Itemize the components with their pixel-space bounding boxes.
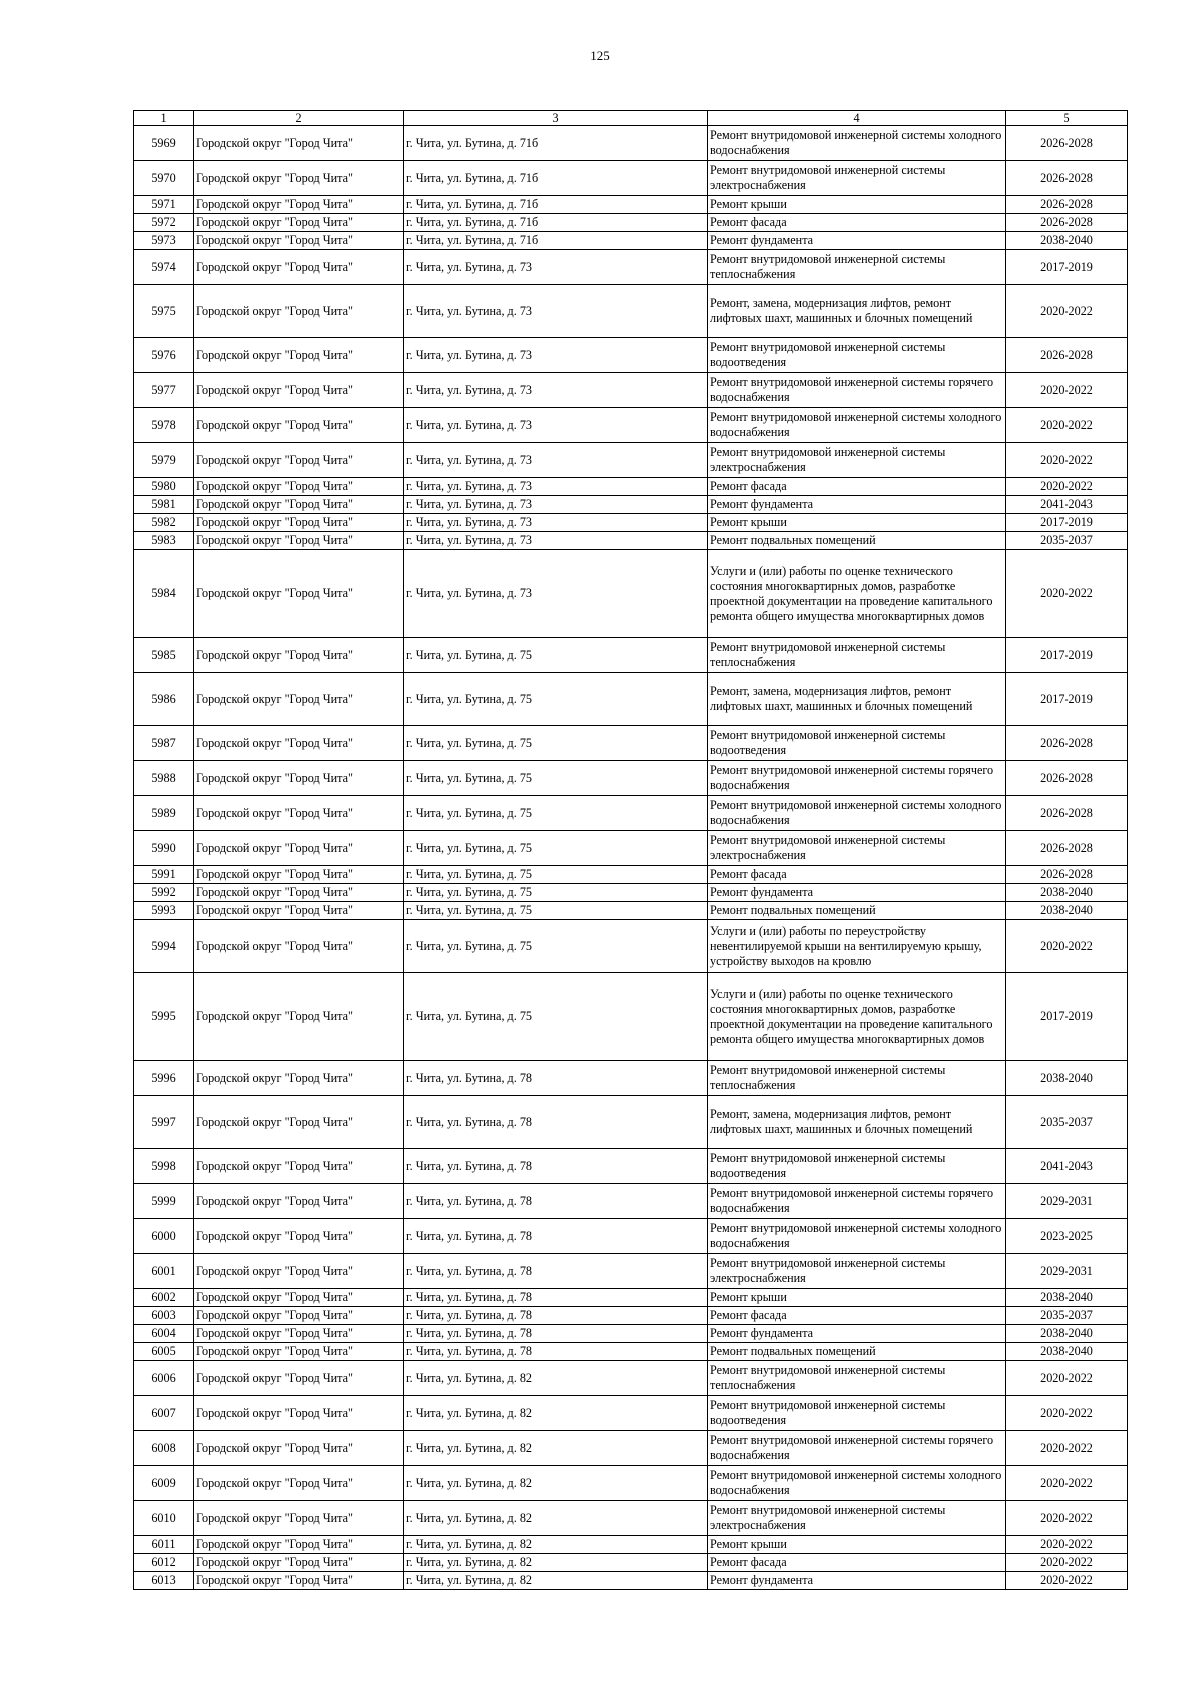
work-type-cell: Ремонт внутридомовой инженерной системы теплоснабжения bbox=[708, 1061, 1006, 1096]
municipality-cell: Городской округ "Город Чита" bbox=[194, 1361, 404, 1396]
table-row bbox=[134, 673, 1128, 726]
address-cell: г. Чита, ул. Бутина, д. 71б bbox=[404, 214, 708, 232]
municipality-cell: Городской округ "Город Чита" bbox=[194, 1325, 404, 1343]
municipality-cell: Городской округ "Город Чита" bbox=[194, 1254, 404, 1289]
row-number-cell: 6012 bbox=[134, 1554, 194, 1572]
municipality-cell: Городской округ "Город Чита" bbox=[194, 673, 404, 726]
address-cell: г. Чита, ул. Бутина, д. 75 bbox=[404, 831, 708, 866]
work-type-cell: Услуги и (или) работы по переустройству невентилируемой крыши на вентилируемую крышу, устройству выходов на кровлю bbox=[708, 920, 1006, 973]
table-row bbox=[134, 285, 1128, 338]
table-row bbox=[134, 1307, 1128, 1325]
municipality-cell: Городской округ "Город Чита" bbox=[194, 443, 404, 478]
row-number-cell: 5996 bbox=[134, 1061, 194, 1096]
municipality-cell: Городской округ "Город Чита" bbox=[194, 1289, 404, 1307]
period-cell: 2020-2022 bbox=[1006, 1431, 1128, 1466]
table-row bbox=[134, 1466, 1128, 1501]
period-cell: 2020-2022 bbox=[1006, 1361, 1128, 1396]
work-type-cell: Ремонт внутридомовой инженерной системы холодного водоснабжения bbox=[708, 408, 1006, 443]
address-cell: г. Чита, ул. Бутина, д. 73 bbox=[404, 250, 708, 285]
period-cell: 2038-2040 bbox=[1006, 1061, 1128, 1096]
table-row bbox=[134, 478, 1128, 496]
row-number-cell: 6009 bbox=[134, 1466, 194, 1501]
municipality-cell: Городской округ "Город Чита" bbox=[194, 514, 404, 532]
address-cell: г. Чита, ул. Бутина, д. 78 bbox=[404, 1219, 708, 1254]
address-cell: г. Чита, ул. Бутина, д. 75 bbox=[404, 673, 708, 726]
work-type-cell: Ремонт внутридомовой инженерной системы горячего водоснабжения bbox=[708, 761, 1006, 796]
period-cell: 2038-2040 bbox=[1006, 1289, 1128, 1307]
address-cell: г. Чита, ул. Бутина, д. 75 bbox=[404, 726, 708, 761]
period-cell: 2017-2019 bbox=[1006, 673, 1128, 726]
row-number-cell: 5999 bbox=[134, 1184, 194, 1219]
row-number-cell: 5977 bbox=[134, 373, 194, 408]
address-cell: г. Чита, ул. Бутина, д. 71б bbox=[404, 196, 708, 214]
table-row bbox=[134, 338, 1128, 373]
work-type-cell: Ремонт внутридомовой инженерной системы водоотведения bbox=[708, 1149, 1006, 1184]
municipality-cell: Городской округ "Город Чита" bbox=[194, 373, 404, 408]
work-type-cell: Ремонт подвальных помещений bbox=[708, 902, 1006, 920]
table-row bbox=[134, 831, 1128, 866]
table-row bbox=[134, 638, 1128, 673]
municipality-cell: Городской округ "Город Чита" bbox=[194, 796, 404, 831]
municipality-cell: Городской округ "Город Чита" bbox=[194, 831, 404, 866]
address-cell: г. Чита, ул. Бутина, д. 75 bbox=[404, 902, 708, 920]
row-number-cell: 5995 bbox=[134, 973, 194, 1061]
period-cell: 2026-2028 bbox=[1006, 338, 1128, 373]
table-row bbox=[134, 1219, 1128, 1254]
row-number-cell: 5993 bbox=[134, 902, 194, 920]
address-cell: г. Чита, ул. Бутина, д. 75 bbox=[404, 761, 708, 796]
period-cell: 2026-2028 bbox=[1006, 126, 1128, 161]
row-number-cell: 6002 bbox=[134, 1289, 194, 1307]
address-cell: г. Чита, ул. Бутина, д. 82 bbox=[404, 1396, 708, 1431]
work-type-cell: Ремонт внутридомовой инженерной системы горячего водоснабжения bbox=[708, 373, 1006, 408]
period-cell: 2026-2028 bbox=[1006, 161, 1128, 196]
row-number-cell: 6006 bbox=[134, 1361, 194, 1396]
row-number-cell: 6011 bbox=[134, 1536, 194, 1554]
period-cell: 2020-2022 bbox=[1006, 373, 1128, 408]
table-row bbox=[134, 443, 1128, 478]
period-cell: 2020-2022 bbox=[1006, 1396, 1128, 1431]
period-cell: 2026-2028 bbox=[1006, 761, 1128, 796]
address-cell: г. Чита, ул. Бутина, д. 82 bbox=[404, 1431, 708, 1466]
table-row bbox=[134, 920, 1128, 973]
municipality-cell: Городской округ "Город Чита" bbox=[194, 1572, 404, 1590]
row-number-cell: 5975 bbox=[134, 285, 194, 338]
work-type-cell: Ремонт внутридомовой инженерной системы водоотведения bbox=[708, 726, 1006, 761]
period-cell: 2026-2028 bbox=[1006, 196, 1128, 214]
work-type-cell: Ремонт внутридомовой инженерной системы теплоснабжения bbox=[708, 250, 1006, 285]
table-row bbox=[134, 973, 1128, 1061]
work-type-cell: Ремонт подвальных помещений bbox=[708, 1343, 1006, 1361]
table-row bbox=[134, 796, 1128, 831]
address-cell: г. Чита, ул. Бутина, д. 75 bbox=[404, 796, 708, 831]
work-type-cell: Ремонт внутридомовой инженерной системы водоотведения bbox=[708, 338, 1006, 373]
table-row bbox=[134, 1184, 1128, 1219]
address-cell: г. Чита, ул. Бутина, д. 73 bbox=[404, 338, 708, 373]
period-cell: 2029-2031 bbox=[1006, 1184, 1128, 1219]
period-cell: 2020-2022 bbox=[1006, 1536, 1128, 1554]
period-cell: 2020-2022 bbox=[1006, 443, 1128, 478]
period-cell: 2038-2040 bbox=[1006, 232, 1128, 250]
row-number-cell: 5971 bbox=[134, 196, 194, 214]
address-cell: г. Чита, ул. Бутина, д. 78 bbox=[404, 1061, 708, 1096]
period-cell: 2020-2022 bbox=[1006, 1466, 1128, 1501]
table-row bbox=[134, 161, 1128, 196]
municipality-cell: Городской округ "Город Чита" bbox=[194, 884, 404, 902]
municipality-cell: Городской округ "Город Чита" bbox=[194, 1466, 404, 1501]
work-type-cell: Ремонт внутридомовой инженерной системы электроснабжения bbox=[708, 1254, 1006, 1289]
municipality-cell: Городской округ "Город Чита" bbox=[194, 478, 404, 496]
table-row bbox=[134, 1096, 1128, 1149]
address-cell: г. Чита, ул. Бутина, д. 78 bbox=[404, 1149, 708, 1184]
work-type-cell: Ремонт внутридомовой инженерной системы электроснабжения bbox=[708, 161, 1006, 196]
table-row bbox=[134, 126, 1128, 161]
work-type-cell: Ремонт, замена, модернизация лифтов, ремонт лифтовых шахт, машинных и блочных помещений bbox=[708, 1096, 1006, 1149]
municipality-cell: Городской округ "Город Чита" bbox=[194, 550, 404, 638]
work-type-cell: Ремонт крыши bbox=[708, 1289, 1006, 1307]
municipality-cell: Городской округ "Город Чита" bbox=[194, 161, 404, 196]
row-number-cell: 5979 bbox=[134, 443, 194, 478]
period-cell: 2026-2028 bbox=[1006, 726, 1128, 761]
row-number-cell: 6001 bbox=[134, 1254, 194, 1289]
work-type-cell: Ремонт крыши bbox=[708, 196, 1006, 214]
work-type-cell: Ремонт фундамента bbox=[708, 232, 1006, 250]
table-row bbox=[134, 214, 1128, 232]
work-type-cell: Ремонт внутридомовой инженерной системы электроснабжения bbox=[708, 443, 1006, 478]
row-number-cell: 6013 bbox=[134, 1572, 194, 1590]
row-number-cell: 5981 bbox=[134, 496, 194, 514]
municipality-cell: Городской округ "Город Чита" bbox=[194, 126, 404, 161]
table-row bbox=[134, 1325, 1128, 1343]
table-row bbox=[134, 250, 1128, 285]
table-row bbox=[134, 726, 1128, 761]
work-type-cell: Ремонт фасада bbox=[708, 1307, 1006, 1325]
address-cell: г. Чита, ул. Бутина, д. 82 bbox=[404, 1572, 708, 1590]
row-number-cell: 6008 bbox=[134, 1431, 194, 1466]
work-type-cell: Ремонт подвальных помещений bbox=[708, 532, 1006, 550]
work-type-cell: Ремонт внутридомовой инженерной системы горячего водоснабжения bbox=[708, 1431, 1006, 1466]
work-type-cell: Ремонт фасада bbox=[708, 214, 1006, 232]
row-number-cell: 5986 bbox=[134, 673, 194, 726]
period-cell: 2017-2019 bbox=[1006, 973, 1128, 1061]
period-cell: 2026-2028 bbox=[1006, 831, 1128, 866]
address-cell: г. Чита, ул. Бутина, д. 82 bbox=[404, 1554, 708, 1572]
municipality-cell: Городской округ "Город Чита" bbox=[194, 285, 404, 338]
municipality-cell: Городской округ "Город Чита" bbox=[194, 1219, 404, 1254]
municipality-cell: Городской округ "Город Чита" bbox=[194, 532, 404, 550]
period-cell: 2020-2022 bbox=[1006, 408, 1128, 443]
address-cell: г. Чита, ул. Бутина, д. 73 bbox=[404, 285, 708, 338]
row-number-cell: 6005 bbox=[134, 1343, 194, 1361]
period-cell: 2023-2025 bbox=[1006, 1219, 1128, 1254]
table-body bbox=[134, 126, 1128, 1590]
table-row bbox=[134, 884, 1128, 902]
municipality-cell: Городской округ "Город Чита" bbox=[194, 761, 404, 796]
period-cell: 2029-2031 bbox=[1006, 1254, 1128, 1289]
municipality-cell: Городской округ "Город Чита" bbox=[194, 1343, 404, 1361]
table-row bbox=[134, 866, 1128, 884]
address-cell: г. Чита, ул. Бутина, д. 75 bbox=[404, 866, 708, 884]
address-cell: г. Чита, ул. Бутина, д. 75 bbox=[404, 884, 708, 902]
municipality-cell: Городской округ "Город Чита" bbox=[194, 250, 404, 285]
row-number-cell: 6010 bbox=[134, 1501, 194, 1536]
work-type-cell: Ремонт внутридомовой инженерной системы холодного водоснабжения bbox=[708, 796, 1006, 831]
municipality-cell: Городской округ "Город Чита" bbox=[194, 638, 404, 673]
address-cell: г. Чита, ул. Бутина, д. 78 bbox=[404, 1289, 708, 1307]
address-cell: г. Чита, ул. Бутина, д. 78 bbox=[404, 1184, 708, 1219]
municipality-cell: Городской округ "Город Чита" bbox=[194, 1061, 404, 1096]
table-row bbox=[134, 902, 1128, 920]
row-number-cell: 5983 bbox=[134, 532, 194, 550]
period-cell: 2020-2022 bbox=[1006, 1501, 1128, 1536]
address-cell: г. Чита, ул. Бутина, д. 78 bbox=[404, 1096, 708, 1149]
work-type-cell: Ремонт внутридомовой инженерной системы теплоснабжения bbox=[708, 638, 1006, 673]
municipality-cell: Городской округ "Город Чита" bbox=[194, 214, 404, 232]
row-number-cell: 5980 bbox=[134, 478, 194, 496]
work-type-cell: Ремонт фундамента bbox=[708, 1325, 1006, 1343]
row-number-cell: 5978 bbox=[134, 408, 194, 443]
municipality-cell: Городской округ "Город Чита" bbox=[194, 1149, 404, 1184]
work-type-cell: Ремонт, замена, модернизация лифтов, ремонт лифтовых шахт, машинных и блочных помещений bbox=[708, 673, 1006, 726]
period-cell: 2041-2043 bbox=[1006, 1149, 1128, 1184]
address-cell: г. Чита, ул. Бутина, д. 78 bbox=[404, 1325, 708, 1343]
table-row bbox=[134, 1396, 1128, 1431]
work-type-cell: Ремонт фундамента bbox=[708, 1572, 1006, 1590]
work-type-cell: Ремонт фасада bbox=[708, 866, 1006, 884]
work-type-cell: Услуги и (или) работы по оценке технического состояния многоквартирных домов, разработке проектной документации на проведение капитального ремонта общего имущества многоквартирных домов bbox=[708, 550, 1006, 638]
municipality-cell: Городской округ "Город Чита" bbox=[194, 1431, 404, 1466]
header-row bbox=[134, 111, 1128, 126]
address-cell: г. Чита, ул. Бутина, д. 71б bbox=[404, 161, 708, 196]
table-row bbox=[134, 514, 1128, 532]
row-number-cell: 5987 bbox=[134, 726, 194, 761]
address-cell: г. Чита, ул. Бутина, д. 73 bbox=[404, 478, 708, 496]
address-cell: г. Чита, ул. Бутина, д. 73 bbox=[404, 550, 708, 638]
address-cell: г. Чита, ул. Бутина, д. 73 bbox=[404, 532, 708, 550]
work-type-cell: Ремонт внутридомовой инженерной системы теплоснабжения bbox=[708, 1361, 1006, 1396]
municipality-cell: Городской округ "Город Чита" bbox=[194, 920, 404, 973]
address-cell: г. Чита, ул. Бутина, д. 73 bbox=[404, 496, 708, 514]
row-number-cell: 5992 bbox=[134, 884, 194, 902]
table-row bbox=[134, 1536, 1128, 1554]
row-number-cell: 5973 bbox=[134, 232, 194, 250]
row-number-cell: 5970 bbox=[134, 161, 194, 196]
municipality-cell: Городской округ "Город Чита" bbox=[194, 902, 404, 920]
work-type-cell: Ремонт крыши bbox=[708, 1536, 1006, 1554]
work-type-cell: Ремонт внутридомовой инженерной системы холодного водоснабжения bbox=[708, 1219, 1006, 1254]
work-type-cell: Ремонт фасада bbox=[708, 478, 1006, 496]
table-row bbox=[134, 761, 1128, 796]
table-row bbox=[134, 1431, 1128, 1466]
municipality-cell: Городской округ "Город Чита" bbox=[194, 866, 404, 884]
period-cell: 2038-2040 bbox=[1006, 884, 1128, 902]
table-row bbox=[134, 1572, 1128, 1590]
period-cell: 2020-2022 bbox=[1006, 285, 1128, 338]
row-number-cell: 5988 bbox=[134, 761, 194, 796]
row-number-cell: 5982 bbox=[134, 514, 194, 532]
row-number-cell: 5974 bbox=[134, 250, 194, 285]
address-cell: г. Чита, ул. Бутина, д. 82 bbox=[404, 1361, 708, 1396]
period-cell: 2020-2022 bbox=[1006, 920, 1128, 973]
address-cell: г. Чита, ул. Бутина, д. 78 bbox=[404, 1343, 708, 1361]
table-row bbox=[134, 373, 1128, 408]
municipality-cell: Городской округ "Город Чита" bbox=[194, 1396, 404, 1431]
period-cell: 2026-2028 bbox=[1006, 866, 1128, 884]
period-cell: 2038-2040 bbox=[1006, 902, 1128, 920]
work-type-cell: Ремонт фасада bbox=[708, 1554, 1006, 1572]
address-cell: г. Чита, ул. Бутина, д. 78 bbox=[404, 1254, 708, 1289]
address-cell: г. Чита, ул. Бутина, д. 73 bbox=[404, 443, 708, 478]
work-type-cell: Ремонт внутридомовой инженерной системы холодного водоснабжения bbox=[708, 126, 1006, 161]
address-cell: г. Чита, ул. Бутина, д. 75 bbox=[404, 973, 708, 1061]
period-cell: 2038-2040 bbox=[1006, 1343, 1128, 1361]
municipality-cell: Городской округ "Город Чита" bbox=[194, 973, 404, 1061]
period-cell: 2017-2019 bbox=[1006, 638, 1128, 673]
work-type-cell: Ремонт внутридомовой инженерной системы электроснабжения bbox=[708, 1501, 1006, 1536]
period-cell: 2017-2019 bbox=[1006, 250, 1128, 285]
row-number-cell: 5969 bbox=[134, 126, 194, 161]
row-number-cell: 5997 bbox=[134, 1096, 194, 1149]
period-cell: 2017-2019 bbox=[1006, 514, 1128, 532]
municipality-cell: Городской округ "Город Чита" bbox=[194, 1096, 404, 1149]
table-row bbox=[134, 196, 1128, 214]
period-cell: 2026-2028 bbox=[1006, 214, 1128, 232]
header-col-1: 1 bbox=[134, 111, 194, 126]
row-number-cell: 5989 bbox=[134, 796, 194, 831]
period-cell: 2035-2037 bbox=[1006, 1307, 1128, 1325]
row-number-cell: 6004 bbox=[134, 1325, 194, 1343]
table-header bbox=[134, 111, 1128, 126]
address-cell: г. Чита, ул. Бутина, д. 75 bbox=[404, 920, 708, 973]
period-cell: 2020-2022 bbox=[1006, 550, 1128, 638]
period-cell: 2035-2037 bbox=[1006, 532, 1128, 550]
address-cell: г. Чита, ул. Бутина, д. 82 bbox=[404, 1536, 708, 1554]
work-type-cell: Ремонт внутридомовой инженерной системы холодного водоснабжения bbox=[708, 1466, 1006, 1501]
row-number-cell: 5984 bbox=[134, 550, 194, 638]
row-number-cell: 5972 bbox=[134, 214, 194, 232]
table-row bbox=[134, 550, 1128, 638]
municipality-cell: Городской округ "Город Чита" bbox=[194, 1554, 404, 1572]
work-type-cell: Ремонт внутридомовой инженерной системы горячего водоснабжения bbox=[708, 1184, 1006, 1219]
table-row bbox=[134, 1061, 1128, 1096]
municipality-cell: Городской округ "Город Чита" bbox=[194, 726, 404, 761]
address-cell: г. Чита, ул. Бутина, д. 75 bbox=[404, 638, 708, 673]
table-row bbox=[134, 1343, 1128, 1361]
municipality-cell: Городской округ "Город Чита" bbox=[194, 408, 404, 443]
municipality-cell: Городской округ "Город Чита" bbox=[194, 1307, 404, 1325]
table-row bbox=[134, 532, 1128, 550]
period-cell: 2020-2022 bbox=[1006, 1554, 1128, 1572]
municipality-cell: Городской округ "Город Чита" bbox=[194, 1501, 404, 1536]
table-row bbox=[134, 496, 1128, 514]
address-cell: г. Чита, ул. Бутина, д. 82 bbox=[404, 1466, 708, 1501]
table-row bbox=[134, 1361, 1128, 1396]
period-cell: 2020-2022 bbox=[1006, 1572, 1128, 1590]
repair-schedule-table bbox=[133, 110, 1128, 1590]
municipality-cell: Городской округ "Город Чита" bbox=[194, 1536, 404, 1554]
row-number-cell: 5985 bbox=[134, 638, 194, 673]
row-number-cell: 5990 bbox=[134, 831, 194, 866]
table-row bbox=[134, 1149, 1128, 1184]
period-cell: 2035-2037 bbox=[1006, 1096, 1128, 1149]
address-cell: г. Чита, ул. Бутина, д. 73 bbox=[404, 408, 708, 443]
address-cell: г. Чита, ул. Бутина, д. 71б bbox=[404, 232, 708, 250]
table-row bbox=[134, 1289, 1128, 1307]
work-type-cell: Ремонт крыши bbox=[708, 514, 1006, 532]
row-number-cell: 5998 bbox=[134, 1149, 194, 1184]
address-cell: г. Чита, ул. Бутина, д. 78 bbox=[404, 1307, 708, 1325]
page-number: 125 bbox=[590, 48, 610, 63]
municipality-cell: Городской округ "Город Чита" bbox=[194, 196, 404, 214]
address-cell: г. Чита, ул. Бутина, д. 73 bbox=[404, 373, 708, 408]
work-type-cell: Ремонт внутридомовой инженерной системы водоотведения bbox=[708, 1396, 1006, 1431]
row-number-cell: 5976 bbox=[134, 338, 194, 373]
address-cell: г. Чита, ул. Бутина, д. 71б bbox=[404, 126, 708, 161]
row-number-cell: 6007 bbox=[134, 1396, 194, 1431]
municipality-cell: Городской округ "Город Чита" bbox=[194, 1184, 404, 1219]
work-type-cell: Ремонт фундамента bbox=[708, 496, 1006, 514]
row-number-cell: 6000 bbox=[134, 1219, 194, 1254]
municipality-cell: Городской округ "Город Чита" bbox=[194, 232, 404, 250]
table-row bbox=[134, 1501, 1128, 1536]
work-type-cell: Услуги и (или) работы по оценке технического состояния многоквартирных домов, разработке проектной документации на проведение капитального ремонта общего имущества многоквартирных домов bbox=[708, 973, 1006, 1061]
work-type-cell: Ремонт внутридомовой инженерной системы электроснабжения bbox=[708, 831, 1006, 866]
period-cell: 2038-2040 bbox=[1006, 1325, 1128, 1343]
table-row bbox=[134, 1554, 1128, 1572]
municipality-cell: Городской округ "Город Чита" bbox=[194, 496, 404, 514]
table-row bbox=[134, 232, 1128, 250]
work-type-cell: Ремонт фундамента bbox=[708, 884, 1006, 902]
municipality-cell: Городской округ "Город Чита" bbox=[194, 338, 404, 373]
header-col-3: 3 bbox=[404, 111, 708, 126]
period-cell: 2041-2043 bbox=[1006, 496, 1128, 514]
header-col-5: 5 bbox=[1006, 111, 1128, 126]
header-col-4: 4 bbox=[708, 111, 1006, 126]
address-cell: г. Чита, ул. Бутина, д. 82 bbox=[404, 1501, 708, 1536]
row-number-cell: 5994 bbox=[134, 920, 194, 973]
table-row bbox=[134, 408, 1128, 443]
period-cell: 2026-2028 bbox=[1006, 796, 1128, 831]
header-col-2: 2 bbox=[194, 111, 404, 126]
row-number-cell: 6003 bbox=[134, 1307, 194, 1325]
work-type-cell: Ремонт, замена, модернизация лифтов, ремонт лифтовых шахт, машинных и блочных помещений bbox=[708, 285, 1006, 338]
row-number-cell: 5991 bbox=[134, 866, 194, 884]
address-cell: г. Чита, ул. Бутина, д. 73 bbox=[404, 514, 708, 532]
table-row bbox=[134, 1254, 1128, 1289]
period-cell: 2020-2022 bbox=[1006, 478, 1128, 496]
